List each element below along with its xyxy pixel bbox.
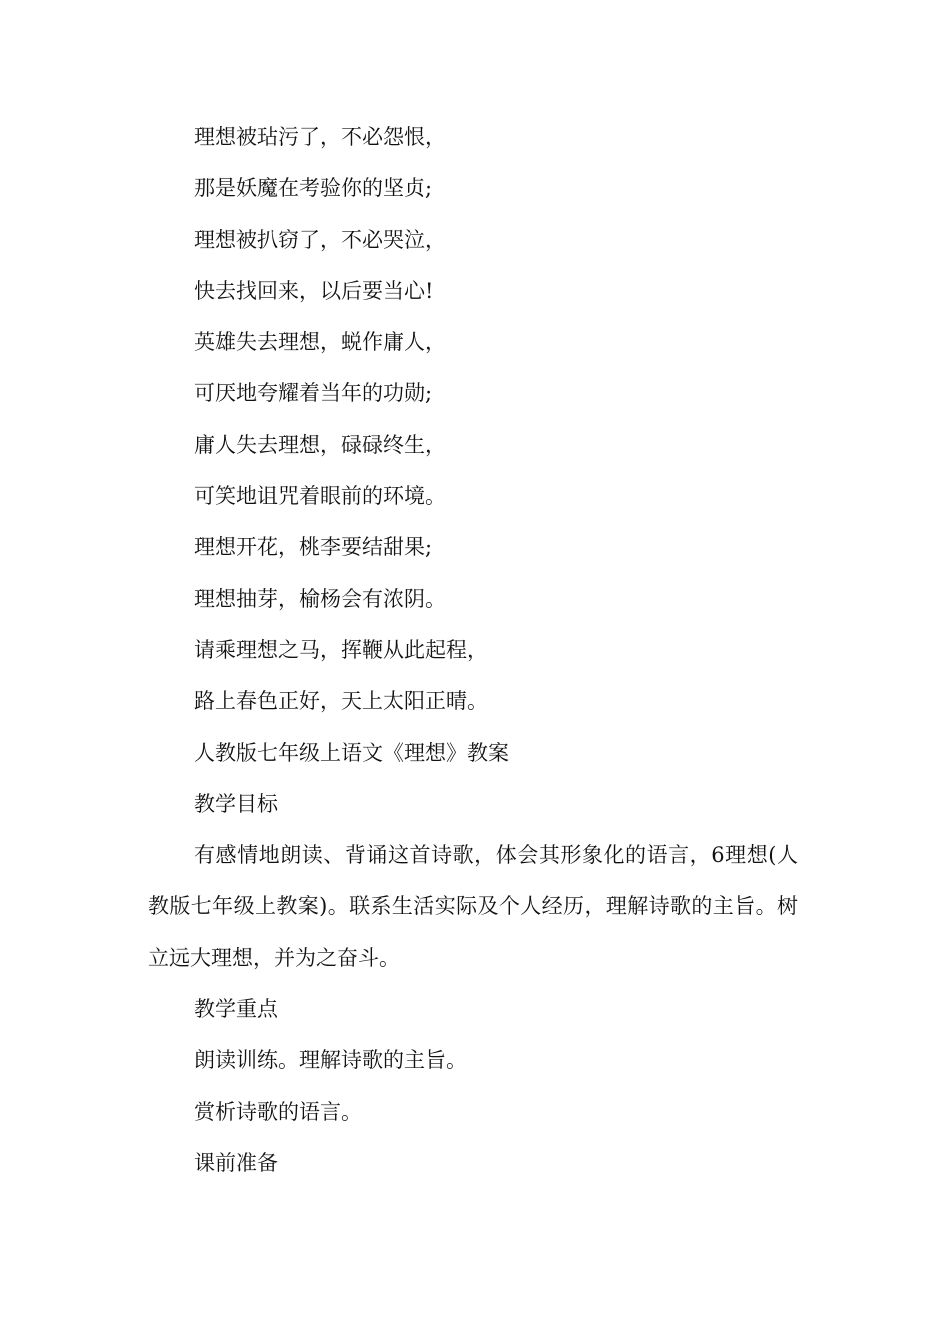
poem-line: 快去找回来，以后要当心! (194, 278, 434, 303)
goals-paragraph: 有感情地朗读、背诵这首诗歌，体会其形象化的语言，6理想(人教版七年级上教案)。联系生活实际及个人经历，理解诗歌的主旨。树立远大理想，并为之奋斗。 (148, 843, 798, 970)
poem-line: 理想被玷污了，不必怨恨， (194, 125, 446, 149)
focus-item: 朗读训练。理解诗歌的主旨。 (194, 1048, 467, 1073)
poem-line: 请乘理想之马，挥鞭从此起程， (194, 637, 488, 662)
poem-line: 可笑地诅咒着眼前的环境。 (194, 484, 446, 509)
poem-line: 路上春色正好，天上太阳正晴。 (194, 689, 488, 714)
poem-line: 理想被扒窃了，不必哭泣， (194, 227, 446, 252)
poem-line: 理想抽芽，榆杨会有浓阴。 (194, 586, 446, 611)
poem-line: 可厌地夸耀着当年的功勋; (194, 381, 433, 406)
poem-line: 那是妖魔在考验你的坚贞; (194, 176, 433, 201)
poem-line: 理想开花，桃李要结甜果; (194, 535, 433, 560)
section-heading-prep: 课前准备 (194, 1150, 278, 1175)
section-heading-goals: 教学目标 (194, 791, 278, 816)
poem-line: 庸人失去理想，碌碌终生， (194, 432, 446, 457)
document-body (148, 112, 798, 1189)
lesson-title: 人教版七年级上语文《理想》教案 (194, 740, 509, 765)
focus-item: 赏析诗歌的语言。 (194, 1099, 362, 1124)
poem-line: 英雄失去理想，蜕作庸人， (194, 330, 446, 355)
section-heading-focus: 教学重点 (194, 997, 278, 1022)
